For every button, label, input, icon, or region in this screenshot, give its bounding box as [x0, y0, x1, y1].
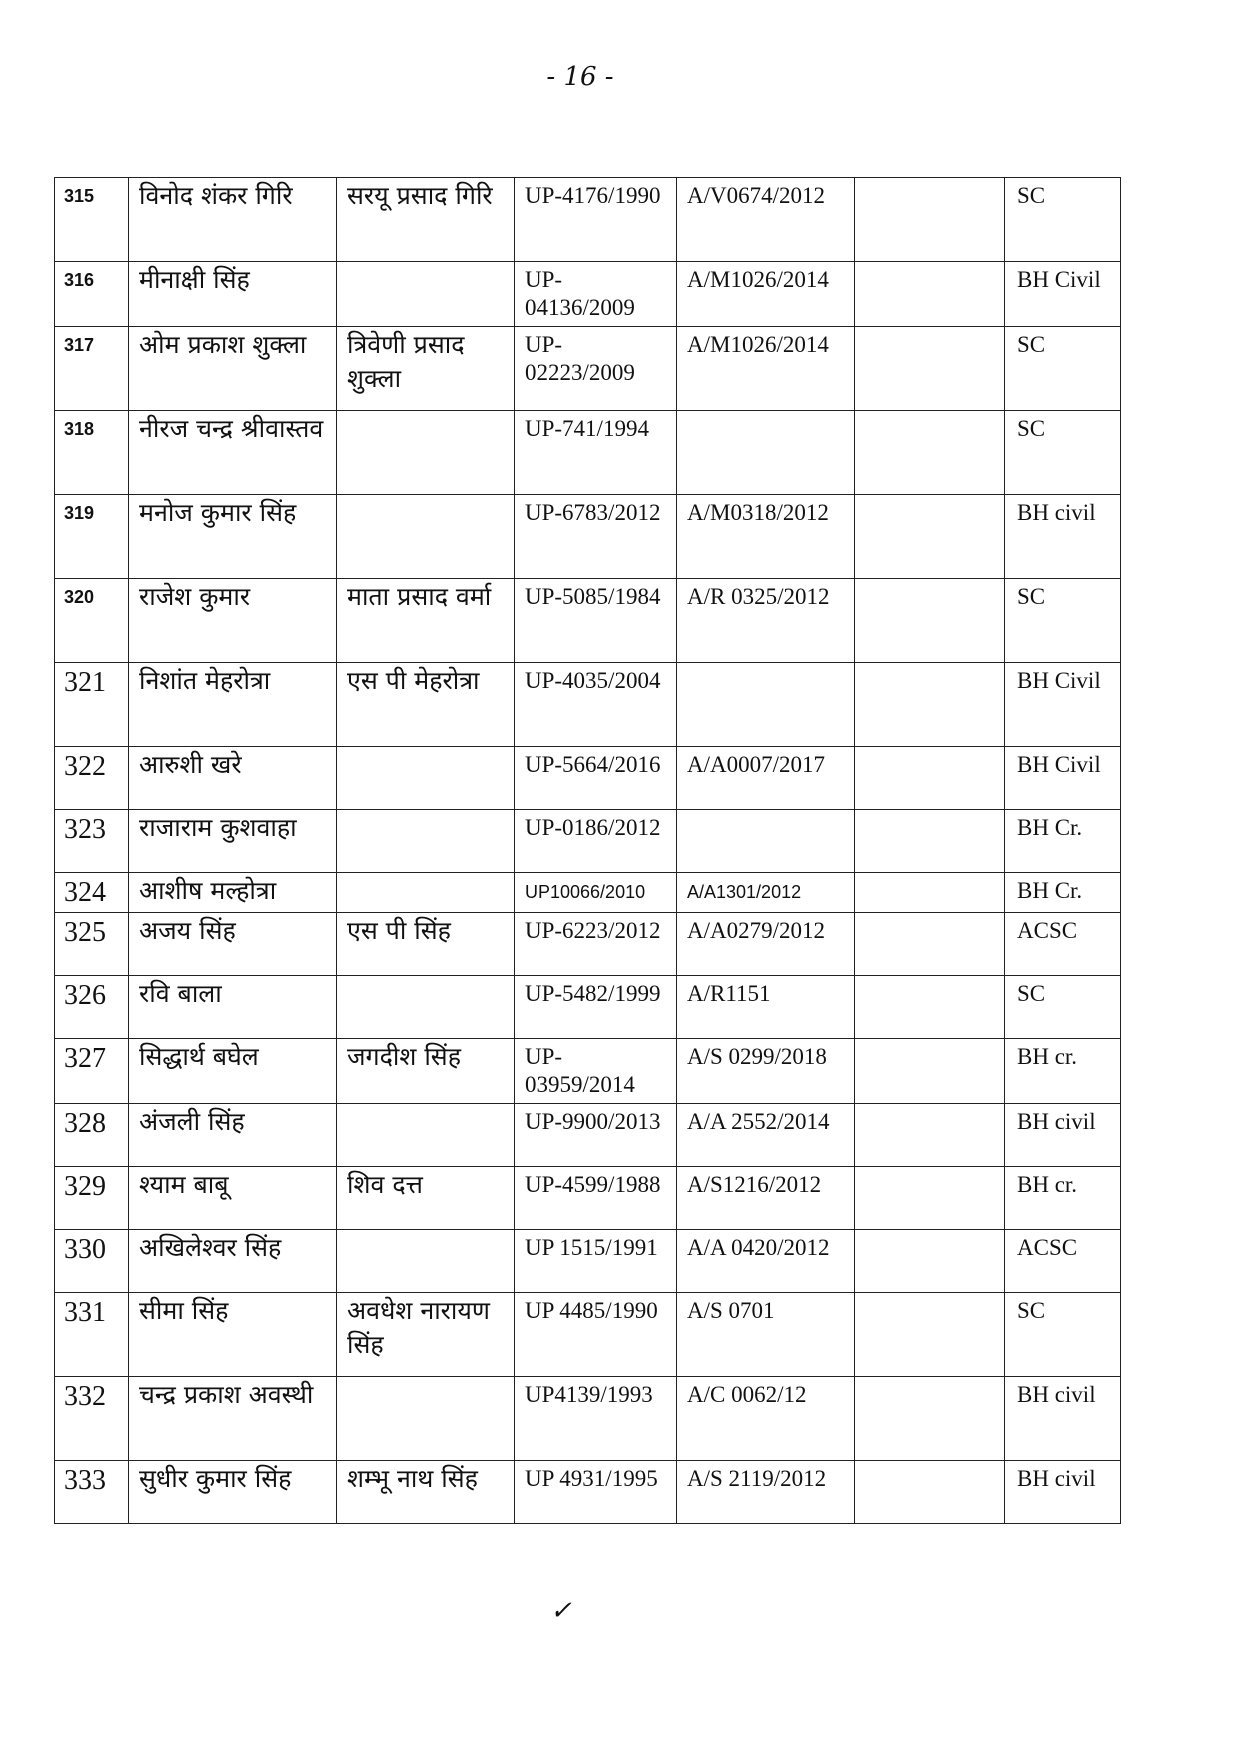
advocate-name-cell-text: विनोद शंकर गिरि [139, 181, 293, 210]
registration-number-cell-text: UP-0186/2012 [525, 815, 661, 840]
advocate-name-cell-text: रवि बाला [139, 979, 222, 1008]
reference-number-cell [677, 579, 855, 663]
serial-number-cell [55, 1104, 129, 1167]
serial-number-cell-text: 324 [64, 877, 106, 908]
reference-number-cell [677, 327, 855, 411]
reference-number-cell [677, 810, 855, 873]
registration-number-cell-text: UP4139/1993 [525, 1382, 653, 1407]
advocate-name-cell-text: आरुशी खरे [139, 750, 242, 779]
serial-number-cell-text: 321 [64, 667, 106, 698]
category-cell-text: SC [1017, 332, 1046, 357]
category-cell [1005, 1167, 1121, 1230]
registration-number-cell-text: UP-02223/2009 [525, 332, 635, 385]
advocate-name-cell [129, 1230, 337, 1293]
serial-number-cell [55, 262, 129, 327]
category-cell [1005, 1293, 1121, 1377]
reference-number-cell-text: A/R 0325/2012 [687, 584, 830, 609]
category-cell [1005, 1461, 1121, 1524]
blank-cell [855, 178, 1005, 262]
advocate-name-cell [129, 178, 337, 262]
registration-number-cell-text: UP10066/2010 [525, 882, 646, 902]
blank-cell [855, 1104, 1005, 1167]
father-name-cell [337, 976, 515, 1039]
table-row [55, 810, 1121, 873]
reference-number-cell-text: A/M1026/2014 [687, 267, 829, 292]
advocate-name-cell-text: राजाराम कुशवाहा [139, 813, 297, 842]
blank-cell [855, 262, 1005, 327]
serial-number-cell [55, 495, 129, 579]
father-name-cell [337, 411, 515, 495]
father-name-cell [337, 810, 515, 873]
category-cell-text: BH cr. [1017, 1044, 1078, 1069]
category-cell [1005, 411, 1121, 495]
serial-number-cell-text: 323 [64, 814, 106, 845]
category-cell [1005, 1039, 1121, 1104]
blank-cell [855, 327, 1005, 411]
serial-number-cell-text: 332 [64, 1381, 106, 1412]
category-cell-text: BH Civil [1017, 668, 1101, 693]
category-cell [1005, 913, 1121, 976]
father-name-cell [337, 1461, 515, 1524]
table-row [55, 1167, 1121, 1230]
table-row [55, 1377, 1121, 1461]
category-cell [1005, 178, 1121, 262]
registration-number-cell [515, 411, 677, 495]
category-cell [1005, 663, 1121, 747]
blank-cell [855, 976, 1005, 1039]
registration-number-cell [515, 495, 677, 579]
blank-cell [855, 913, 1005, 976]
table-row [55, 1461, 1121, 1524]
reference-number-cell [677, 873, 855, 913]
serial-number-cell [55, 579, 129, 663]
serial-number-cell [55, 810, 129, 873]
category-cell [1005, 327, 1121, 411]
reference-number-cell [677, 1461, 855, 1524]
advocate-name-cell-text: अखिलेश्वर सिंह [139, 1233, 282, 1262]
reference-number-cell-text: A/C 0062/12 [687, 1382, 807, 1407]
advocate-name-cell [129, 1377, 337, 1461]
serial-number-cell-text: 327 [64, 1043, 106, 1074]
registration-number-cell [515, 663, 677, 747]
footer-check-mark: ✓ [550, 1596, 572, 1625]
advocate-name-cell [129, 327, 337, 411]
registration-number-cell [515, 262, 677, 327]
registration-number-cell [515, 579, 677, 663]
serial-number-cell-text: 320 [64, 587, 95, 607]
reference-number-cell-text: A/S 0701 [687, 1298, 775, 1323]
table-row [55, 913, 1121, 976]
blank-cell [855, 663, 1005, 747]
serial-number-cell [55, 178, 129, 262]
blank-cell [855, 1230, 1005, 1293]
father-name-cell-text: माता प्रसाद वर्मा [347, 582, 492, 611]
serial-number-cell-text: 329 [64, 1171, 106, 1202]
category-cell [1005, 262, 1121, 327]
reference-number-cell [677, 747, 855, 810]
registration-number-cell [515, 976, 677, 1039]
registration-number-cell-text: UP-6223/2012 [525, 918, 661, 943]
father-name-cell [337, 495, 515, 579]
advocate-name-cell-text: नीरज चन्द्र श्रीवास्तव [139, 414, 324, 443]
registration-number-cell-text: UP-4599/1988 [525, 1172, 661, 1197]
category-cell [1005, 1377, 1121, 1461]
father-name-cell [337, 1230, 515, 1293]
serial-number-cell-text: 333 [64, 1465, 106, 1496]
category-cell-text: BH Civil [1017, 752, 1101, 777]
advocate-name-cell-text: सीमा सिंह [139, 1296, 229, 1325]
father-name-cell [337, 747, 515, 810]
father-name-cell-text: शिव दत्त [347, 1170, 423, 1199]
serial-number-cell [55, 411, 129, 495]
advocate-name-cell [129, 495, 337, 579]
blank-cell [855, 1039, 1005, 1104]
serial-number-cell [55, 1230, 129, 1293]
father-name-cell [337, 1293, 515, 1377]
advocate-name-cell [129, 1293, 337, 1377]
advocate-name-cell [129, 810, 337, 873]
advocate-name-cell [129, 262, 337, 327]
father-name-cell-text: एस पी सिंह [347, 916, 451, 945]
registration-number-cell [515, 1104, 677, 1167]
advocate-name-cell [129, 411, 337, 495]
reference-number-cell-text: A/A 2552/2014 [687, 1109, 830, 1134]
table-row [55, 663, 1121, 747]
category-cell [1005, 810, 1121, 873]
registration-number-cell-text: UP-04136/2009 [525, 267, 635, 320]
category-cell-text: ACSC [1017, 918, 1078, 943]
category-cell-text: BH civil [1017, 1109, 1096, 1134]
page-number: - 16 - [546, 62, 614, 92]
reference-number-cell [677, 178, 855, 262]
registration-number-cell-text: UP-5482/1999 [525, 981, 661, 1006]
registration-number-cell [515, 1293, 677, 1377]
reference-number-cell [677, 1167, 855, 1230]
reference-number-cell [677, 1377, 855, 1461]
reference-number-cell-text: A/A 0420/2012 [687, 1235, 830, 1260]
father-name-cell-text: शम्भू नाथ सिंह [347, 1464, 478, 1493]
table-row [55, 495, 1121, 579]
advocate-name-cell [129, 663, 337, 747]
table-row [55, 262, 1121, 327]
father-name-cell [337, 1104, 515, 1167]
blank-cell [855, 1293, 1005, 1377]
category-cell-text: SC [1017, 416, 1046, 441]
advocate-name-cell [129, 747, 337, 810]
serial-number-cell [55, 327, 129, 411]
table-row [55, 1230, 1121, 1293]
registration-number-cell [515, 873, 677, 913]
table-body [55, 178, 1121, 1524]
blank-cell [855, 873, 1005, 913]
advocate-name-cell-text: मीनाक्षी सिंह [139, 265, 250, 294]
category-cell-text: SC [1017, 981, 1046, 1006]
serial-number-cell [55, 1293, 129, 1377]
advocate-name-cell-text: सुधीर कुमार सिंह [139, 1464, 292, 1493]
blank-cell [855, 1167, 1005, 1230]
advocate-list-table-container [54, 177, 1120, 1524]
father-name-cell [337, 1039, 515, 1104]
registration-number-cell-text: UP-5664/2016 [525, 752, 661, 777]
table-row [55, 1104, 1121, 1167]
category-cell-text: SC [1017, 183, 1046, 208]
reference-number-cell [677, 411, 855, 495]
advocate-name-cell [129, 1461, 337, 1524]
serial-number-cell-text: 325 [64, 917, 106, 948]
reference-number-cell-text: A/R1151 [687, 981, 771, 1006]
advocate-name-cell [129, 1104, 337, 1167]
serial-number-cell-text: 322 [64, 751, 106, 782]
category-cell [1005, 976, 1121, 1039]
serial-number-cell [55, 1039, 129, 1104]
father-name-cell [337, 178, 515, 262]
category-cell-text: BH civil [1017, 1466, 1096, 1491]
registration-number-cell-text: UP 4485/1990 [525, 1298, 658, 1323]
category-cell [1005, 495, 1121, 579]
serial-number-cell-text: 331 [64, 1297, 106, 1328]
reference-number-cell [677, 1230, 855, 1293]
category-cell-text: BH civil [1017, 500, 1096, 525]
registration-number-cell [515, 1461, 677, 1524]
blank-cell [855, 810, 1005, 873]
reference-number-cell-text: A/V0674/2012 [687, 183, 825, 208]
registration-number-cell [515, 810, 677, 873]
registration-number-cell-text: UP-9900/2013 [525, 1109, 661, 1134]
reference-number-cell-text: A/S1216/2012 [687, 1172, 822, 1197]
category-cell-text: BH civil [1017, 1382, 1096, 1407]
serial-number-cell-text: 326 [64, 980, 106, 1011]
table-row [55, 873, 1121, 913]
reference-number-cell-text: A/M1026/2014 [687, 332, 829, 357]
advocate-name-cell [129, 579, 337, 663]
father-name-cell [337, 1377, 515, 1461]
serial-number-cell [55, 1461, 129, 1524]
blank-cell [855, 579, 1005, 663]
serial-number-cell-text: 317 [64, 335, 95, 355]
serial-number-cell [55, 1377, 129, 1461]
registration-number-cell [515, 1377, 677, 1461]
father-name-cell-text: सरयू प्रसाद गिरि [347, 181, 493, 210]
advocate-name-cell-text: मनोज कुमार सिंह [139, 498, 297, 527]
category-cell [1005, 1230, 1121, 1293]
reference-number-cell [677, 913, 855, 976]
category-cell-text: SC [1017, 584, 1046, 609]
reference-number-cell-text: A/A0279/2012 [687, 918, 825, 943]
table-row [55, 1293, 1121, 1377]
blank-cell [855, 747, 1005, 810]
advocate-name-cell-text: निशांत मेहरोत्रा [139, 666, 271, 695]
registration-number-cell [515, 747, 677, 810]
table-row [55, 411, 1121, 495]
registration-number-cell [515, 178, 677, 262]
blank-cell [855, 1461, 1005, 1524]
advocate-name-cell-text: ओम प्रकाश शुक्ला [139, 330, 307, 359]
reference-number-cell [677, 663, 855, 747]
table-row [55, 579, 1121, 663]
category-cell [1005, 873, 1121, 913]
father-name-cell [337, 1167, 515, 1230]
father-name-cell [337, 913, 515, 976]
table-row [55, 747, 1121, 810]
advocate-name-cell-text: अजय सिंह [139, 916, 236, 945]
registration-number-cell-text: UP 1515/1991 [525, 1235, 658, 1260]
advocate-name-cell-text: राजेश कुमार [139, 582, 251, 611]
category-cell [1005, 747, 1121, 810]
table-row [55, 1039, 1121, 1104]
advocate-name-cell [129, 913, 337, 976]
reference-number-cell-text: A/S 0299/2018 [687, 1044, 827, 1069]
serial-number-cell-text: 330 [64, 1234, 106, 1265]
table-row [55, 976, 1121, 1039]
category-cell-text: BH Cr. [1017, 878, 1083, 903]
father-name-cell-text: एस पी मेहरोत्रा [347, 666, 480, 695]
father-name-cell [337, 579, 515, 663]
registration-number-cell-text: UP-4035/2004 [525, 668, 661, 693]
reference-number-cell [677, 1039, 855, 1104]
registration-number-cell [515, 327, 677, 411]
advocate-name-cell [129, 1039, 337, 1104]
serial-number-cell [55, 663, 129, 747]
father-name-cell [337, 262, 515, 327]
category-cell-text: BH cr. [1017, 1172, 1078, 1197]
serial-number-cell [55, 1167, 129, 1230]
registration-number-cell [515, 1167, 677, 1230]
category-cell [1005, 579, 1121, 663]
advocate-name-cell-text: सिद्धार्थ बघेल [139, 1042, 259, 1071]
category-cell-text: ACSC [1017, 1235, 1078, 1260]
father-name-cell [337, 873, 515, 913]
category-cell-text: SC [1017, 1298, 1046, 1323]
advocate-name-cell [129, 873, 337, 913]
serial-number-cell [55, 976, 129, 1039]
serial-number-cell-text: 316 [64, 270, 95, 290]
father-name-cell-text: जगदीश सिंह [347, 1042, 461, 1071]
table-row [55, 327, 1121, 411]
father-name-cell [337, 663, 515, 747]
reference-number-cell-text: A/A1301/2012 [687, 882, 802, 902]
serial-number-cell [55, 747, 129, 810]
registration-number-cell-text: UP-03959/2014 [525, 1044, 635, 1097]
advocate-name-cell [129, 1167, 337, 1230]
reference-number-cell [677, 1293, 855, 1377]
advocate-name-cell-text: आशीष मल्होत्रा [139, 876, 277, 905]
table-row [55, 178, 1121, 262]
registration-number-cell [515, 1230, 677, 1293]
category-cell-text: BH Civil [1017, 267, 1101, 292]
father-name-cell-text: त्रिवेणी प्रसाद शुक्ला [347, 330, 465, 393]
registration-number-cell-text: UP-6783/2012 [525, 500, 661, 525]
registration-number-cell-text: UP-5085/1984 [525, 584, 661, 609]
serial-number-cell-text: 318 [64, 419, 95, 439]
registration-number-cell [515, 913, 677, 976]
registration-number-cell-text: UP 4931/1995 [525, 1466, 658, 1491]
advocate-name-cell-text: श्याम बाबू [139, 1170, 229, 1199]
registration-number-cell [515, 1039, 677, 1104]
reference-number-cell-text: A/M0318/2012 [687, 500, 829, 525]
serial-number-cell [55, 913, 129, 976]
blank-cell [855, 411, 1005, 495]
father-name-cell-text: अवधेश नारायण सिंह [347, 1296, 490, 1359]
serial-number-cell-text: 319 [64, 503, 95, 523]
advocate-name-cell-text: चन्द्र प्रकाश अवस्थी [139, 1380, 314, 1409]
blank-cell [855, 495, 1005, 579]
serial-number-cell [55, 873, 129, 913]
serial-number-cell-text: 315 [64, 186, 95, 206]
father-name-cell [337, 327, 515, 411]
serial-number-cell-text: 328 [64, 1108, 106, 1139]
reference-number-cell [677, 976, 855, 1039]
reference-number-cell-text: A/S 2119/2012 [687, 1466, 827, 1491]
registration-number-cell-text: UP-741/1994 [525, 416, 649, 441]
category-cell [1005, 1104, 1121, 1167]
advocate-list-table [54, 177, 1121, 1524]
reference-number-cell [677, 1104, 855, 1167]
advocate-name-cell-text: अंजली सिंह [139, 1107, 245, 1136]
blank-cell [855, 1377, 1005, 1461]
registration-number-cell-text: UP-4176/1990 [525, 183, 661, 208]
reference-number-cell-text: A/A0007/2017 [687, 752, 825, 777]
reference-number-cell [677, 262, 855, 327]
category-cell-text: BH Cr. [1017, 815, 1083, 840]
advocate-name-cell [129, 976, 337, 1039]
reference-number-cell [677, 495, 855, 579]
